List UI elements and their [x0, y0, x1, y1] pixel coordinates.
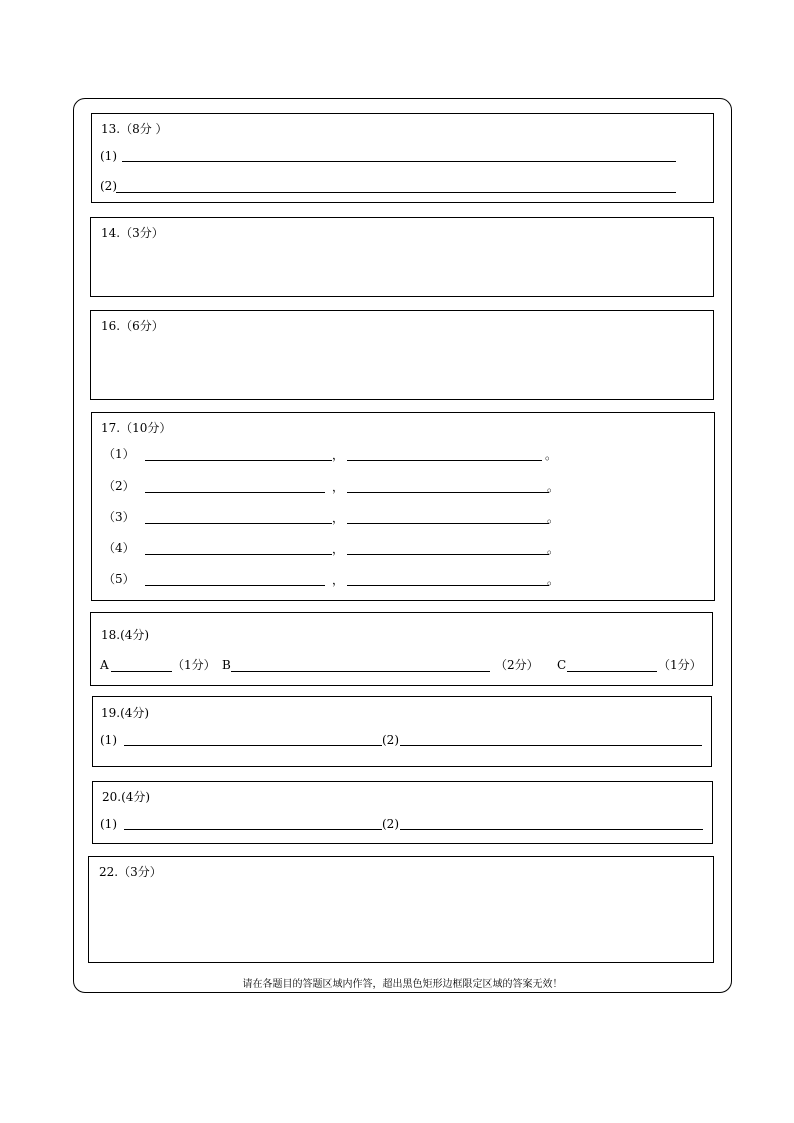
q13-part1-label: (1) — [100, 149, 117, 163]
q17-row1-line-b[interactable] — [347, 460, 542, 461]
q17-row4-sep: ， — [332, 542, 345, 556]
q17-row5-label: （5） — [103, 572, 135, 586]
q19-part1-answer-line[interactable] — [124, 745, 382, 746]
q18-box — [90, 612, 713, 686]
q17-row5-end: 。 — [547, 573, 560, 587]
q17-row5-line-a[interactable] — [145, 585, 325, 586]
q13-part2-label: (2) — [100, 179, 117, 193]
q17-row2-label: （2） — [103, 479, 135, 493]
q18-a-label: A — [100, 658, 109, 672]
q17-row5-line-b[interactable] — [347, 585, 549, 586]
answer-area-notice: 请在各题目的答题区域内作答，超出黑色矩形边框限定区域的答案无效！ — [242, 979, 563, 990]
q17-title: 17.（10分） — [101, 421, 172, 435]
q14-box[interactable] — [90, 217, 714, 297]
q19-part1-label: (1) — [100, 733, 117, 747]
q17-row3-line-a[interactable] — [145, 523, 332, 524]
q20-title: 20.(4分) — [102, 790, 151, 804]
q16-title: 16.（6分） — [101, 319, 164, 333]
q13-box — [91, 113, 714, 203]
q18-b-answer-line[interactable] — [231, 671, 490, 672]
q17-row1-end: 。 — [545, 448, 558, 462]
q20-part1-answer-line[interactable] — [124, 829, 382, 830]
q17-row2-end: 。 — [547, 480, 560, 494]
q20-box — [92, 781, 713, 844]
q18-c-answer-line[interactable] — [567, 671, 657, 672]
q20-part2-label: (2) — [382, 817, 399, 831]
q22-box[interactable] — [88, 856, 714, 963]
q17-row3-end: 。 — [547, 511, 560, 525]
q17-row1-line-a[interactable] — [145, 460, 332, 461]
q19-box — [92, 696, 712, 767]
q17-row2-line-b[interactable] — [347, 492, 549, 493]
q17-row5-sep: ， — [332, 573, 345, 587]
q19-part2-answer-line[interactable] — [400, 745, 702, 746]
q17-row4-label: （4） — [103, 541, 135, 555]
q17-row1-label: （1） — [103, 447, 135, 461]
q17-row2-sep: ， — [332, 480, 345, 494]
q13-part2-answer-line[interactable] — [116, 192, 676, 193]
q18-title: 18.(4分) — [101, 628, 150, 642]
q17-row4-line-a[interactable] — [145, 554, 332, 555]
q18-c-points: （1分） — [658, 658, 702, 672]
q17-row3-line-b[interactable] — [347, 523, 549, 524]
q14-title: 14.（3分） — [101, 226, 164, 240]
q20-part2-answer-line[interactable] — [400, 829, 703, 830]
q17-row3-sep: ， — [332, 511, 345, 525]
q17-row2-line-a[interactable] — [145, 492, 325, 493]
q13-title: 13.（8分 ） — [101, 122, 168, 136]
q17-row4-line-b[interactable] — [347, 554, 549, 555]
q17-row3-label: （3） — [103, 510, 135, 524]
q19-part2-label: (2) — [382, 733, 399, 747]
q16-box[interactable] — [90, 310, 714, 400]
q20-part1-label: (1) — [100, 817, 117, 831]
q18-b-points: （2分） — [495, 658, 539, 672]
q18-c-label: C — [557, 658, 567, 672]
q17-row1-sep: ， — [332, 448, 345, 462]
q18-a-answer-line[interactable] — [111, 671, 172, 672]
q19-title: 19.(4分) — [101, 706, 150, 720]
q13-part1-answer-line[interactable] — [122, 161, 676, 162]
q18-b-label: B — [222, 658, 231, 672]
q17-row4-end: 。 — [547, 542, 560, 556]
q22-title: 22.（3分） — [99, 865, 162, 879]
q17-box — [91, 412, 715, 601]
q18-a-points: （1分） — [172, 658, 216, 672]
